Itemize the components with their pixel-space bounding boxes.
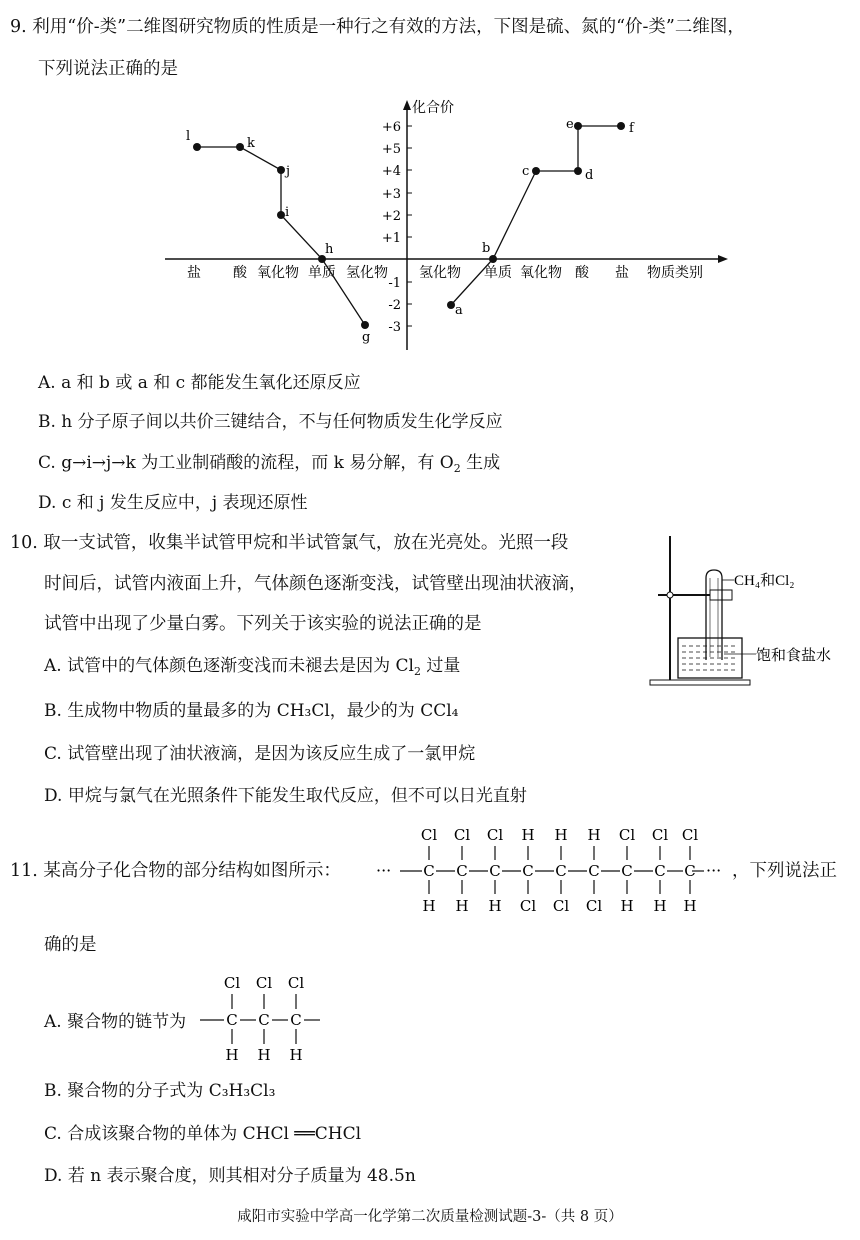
category-label: 酸 [575,265,589,281]
y-tick: +5 [381,142,401,157]
y-tick: +1 [381,231,401,246]
category-label: 盐 [187,265,201,281]
q10-stem-line2: 时间后，试管内液面上升，气体颜色逐渐变浅，试管壁出现油状液滴， [44,574,587,594]
unit-bottom: H [257,1046,271,1064]
point-g [361,321,369,329]
q11-option-c: C. 合成该聚合物的单体为 CHCl ══CHCl [44,1124,362,1144]
q11-option-b: B. 聚合物的分子式为 C₃H₃Cl₃ [44,1081,276,1101]
svg-text:C: C [290,1011,302,1029]
point-label: j [286,164,291,179]
point-j [277,166,285,174]
unit-bottom: H [225,1046,239,1064]
point-label: i [285,205,290,220]
point-l [193,143,201,151]
unit-top: Cl [287,974,305,992]
y-tick: -1 [388,276,401,291]
substituent-top: Cl [681,826,699,844]
carbon-atom: C [522,862,534,880]
substituent-bottom: Cl [552,897,570,915]
y-tick: -3 [388,320,401,335]
substituent-bottom: H [488,897,502,915]
y-axis-label: 化合价 [412,100,454,116]
q10-option-b: B. 生成物中物质的量最多的为 CH₃Cl，最少的为 CCl₄ [44,701,459,721]
q11-option-d: D. 若 n 表示聚合度，则其相对分子质量为 48.5n [44,1166,416,1186]
x-axis-label: 物质类别 [647,265,703,281]
y-tick: -2 [388,298,401,313]
substituent-bottom: Cl [519,897,537,915]
q10-stem-line1: 10. 取一支试管，收集半试管甲烷和半试管氯气，放在光亮处。光照一段 [10,533,569,553]
substituent-bottom: H [683,897,697,915]
substituent-bottom: H [455,897,469,915]
page-footer: 咸阳市实验中学高一化学第二次质量检测试题-3-（共 8 页） [237,1209,623,1225]
carbon-atom: C [684,862,696,880]
point-b [489,255,497,263]
category-label: 氢化物 [419,265,461,281]
category-label: 单质 [308,265,336,281]
q9-option-d: D. c 和 j 发生反应中，j 表现还原性 [38,493,308,513]
stand-base [650,680,750,685]
q9-option-c: C. g→i→j→k 为工业制硝酸的流程，而 k 易分解，有 $O_2$ 生成 [38,453,501,475]
carbon-atom: C [555,862,567,880]
carbon-atom: C [489,862,501,880]
svg-text:···: ··· [376,861,392,880]
q10-option-a: A. 试管中的气体颜色逐渐变浅而未褪去是因为 $Cl_2$ 过量 [44,656,461,678]
y-tick: +6 [381,120,401,135]
point-label: b [482,241,491,256]
carbon-atom: C [621,862,633,880]
carbon-atom: C [456,862,468,880]
unit-top: Cl [255,974,273,992]
carbon-atom: C [588,862,600,880]
point-label: a [455,303,463,318]
point-label: h [325,242,334,257]
category-label: 氧化物 [257,265,299,281]
svg-text:C: C [226,1011,238,1029]
svg-text:···: ··· [706,861,722,880]
y-tick: +3 [381,187,401,202]
apparatus-figure [644,532,844,692]
substituent-bottom: H [653,897,667,915]
svg-text:C: C [258,1011,270,1029]
point-d [574,167,582,175]
category-label: 酸 [233,265,247,281]
y-tick: +2 [381,209,401,224]
q10-option-d: D. 甲烷与氯气在光照条件下能发生取代反应，但不可以日光直射 [44,786,527,806]
substituent-bottom: H [422,897,436,915]
q11-stem-line2: 确的是 [44,935,97,955]
repeat-unit-structure [196,972,326,1064]
point-k [236,143,244,151]
point-e [574,122,582,130]
substituent-top: Cl [453,826,471,844]
point-a [447,301,455,309]
substituent-bottom: H [620,897,634,915]
test-tube [706,570,722,660]
point-label: e [566,117,574,132]
substituent-top: H [554,826,568,844]
q10-option-c: C. 试管壁出现了油状液滴，是因为该反应生成了一氯甲烷 [44,744,476,764]
unit-bottom: H [289,1046,303,1064]
q9-stem-line1: 9. 利用“价-类”二维图研究物质的性质是一种行之有效的方法，下图是硫、氮的“价-类”二维图， [10,17,745,37]
q11-stem-end: ，下列说法正 [732,861,837,881]
substituent-top: H [587,826,601,844]
point-label: k [247,136,255,151]
q11-stem-start: 11. 某高分子化合物的部分结构如图所示： [10,861,341,881]
substituent-top: Cl [420,826,438,844]
q9-option-a: A. a 和 b 或 a 和 c 都能发生氧化还原反应 [38,373,361,393]
unit-top: Cl [223,974,241,992]
q9-option-b: B. h 分子原子间以共价三键结合，不与任何物质发生化学反应 [38,412,503,432]
gas-label: CH₄和Cl₂ [734,573,795,589]
liquid-label: 饱和食盐水 [756,646,832,664]
substituent-top: H [521,826,535,844]
valence-class-diagram [150,88,730,350]
y-tick: +4 [381,164,401,179]
polymer-structure [374,822,730,918]
category-label: 氢化物 [346,265,388,281]
category-label: 单质 [484,265,512,281]
q11-option-a-label: A. 聚合物的链节为 [44,1012,187,1032]
substituent-top: Cl [486,826,504,844]
point-label: g [362,330,371,345]
carbon-atom: C [423,862,435,880]
point-label: c [522,164,530,179]
y-axis-arrow-icon [403,100,411,110]
category-label: 氧化物 [520,265,562,281]
point-i [277,211,285,219]
x-axis-arrow-icon [718,255,728,263]
point-label: d [585,168,594,183]
category-label: 盐 [615,265,629,281]
q10-stem-line3: 试管中出现了少量白雾。下列关于该实验的说法正确的是 [44,614,482,634]
substituent-bottom: Cl [585,897,603,915]
clamp-jaw [710,590,732,600]
point-f [617,122,625,130]
point-label: f [629,121,634,136]
substituent-top: Cl [618,826,636,844]
substituent-top: Cl [651,826,669,844]
point-label: l [186,129,191,144]
point-c [532,167,540,175]
q9-stem-line2: 下列说法正确的是 [38,59,178,79]
carbon-atom: C [654,862,666,880]
